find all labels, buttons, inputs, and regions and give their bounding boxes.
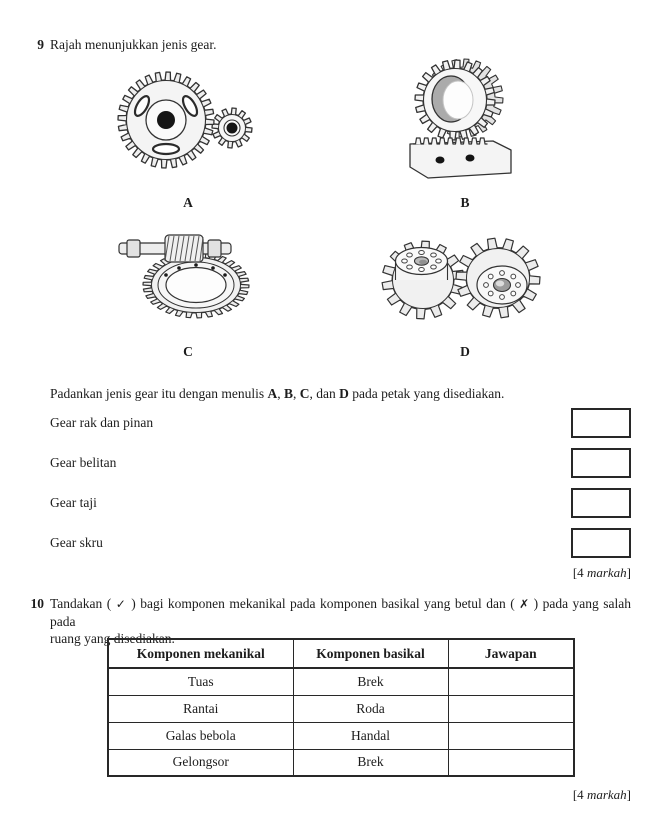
header-komponen-basikal: Komponen basikal <box>293 639 448 668</box>
answer-box-gear-belitan[interactable] <box>571 448 631 478</box>
left-helical-gear <box>382 241 464 319</box>
header-jawapan: Jawapan <box>448 639 574 668</box>
q10-prompt-line1 <box>50 595 631 630</box>
prompt-segment: Tandakan ( <box>50 596 116 611</box>
jawapan-cell-4[interactable] <box>448 749 574 776</box>
table-row <box>108 722 574 749</box>
pinion-spur-gear <box>212 108 252 148</box>
right-helical-gear <box>456 238 540 318</box>
question-9-number: 9 <box>37 37 44 52</box>
jawapan-cell-1[interactable] <box>448 668 574 695</box>
match-item-row <box>50 528 631 558</box>
pinion-gear <box>415 59 503 140</box>
question-9-header <box>28 36 216 53</box>
basikal-cell: Brek <box>293 668 448 695</box>
prompt-segment: ) bagi komponen mekanikal pada komponen basikal yang betul dan ( <box>126 596 520 611</box>
rack-bar <box>410 138 511 178</box>
match-item-row <box>50 488 631 518</box>
basikal-cell: Handal <box>293 722 448 749</box>
prompt-segment: ) pada yang salah pada <box>50 596 631 629</box>
marks-word: markah <box>586 787 627 802</box>
item-label-gear-belitan: Gear belitan <box>50 455 117 470</box>
q10-table <box>107 638 575 777</box>
question-10-number: 10 <box>30 596 44 611</box>
gear-letter-d: D <box>339 386 349 401</box>
q10-marks <box>573 787 631 803</box>
table-row <box>108 749 574 776</box>
large-spur-gear <box>118 72 214 168</box>
spur-gears-diagram <box>113 62 253 174</box>
match-item-row <box>50 448 631 478</box>
figure-label-d: D <box>460 344 470 359</box>
q9-marks <box>573 565 631 581</box>
marks-close: ] <box>626 565 631 580</box>
gear-letter-a: A <box>267 386 278 401</box>
answer-box-gear-taji[interactable] <box>571 488 631 518</box>
instruction-segment: , <box>292 386 300 401</box>
q10-prompt-line2: ruang yang disediakan. <box>50 631 175 646</box>
check-mark-glyph: ✓ <box>115 597 127 611</box>
instruction-segment: pada petak yang disediakan. <box>348 386 505 401</box>
jawapan-cell-3[interactable] <box>448 722 574 749</box>
answer-box-gear-rak-dan-pinan[interactable] <box>571 408 631 438</box>
answer-box-gear-skru[interactable] <box>571 528 631 558</box>
instruction-segment: Padankan jenis gear itu dengan menulis <box>50 386 268 401</box>
worm-gear-diagram <box>113 230 255 325</box>
item-label-gear-taji: Gear taji <box>50 495 97 510</box>
marks-open: [4 <box>572 787 587 802</box>
header-komponen-mekanikal: Komponen mekanikal <box>108 639 293 668</box>
figure-label-c: C <box>183 344 193 359</box>
mekanikal-cell: Rantai <box>108 695 293 722</box>
marks-word: markah <box>586 565 627 580</box>
question-9-prompt: Rajah menunjukkan jenis gear. <box>50 37 217 52</box>
instruction-segment: , dan <box>309 386 340 401</box>
gear-letter-b: B <box>283 386 293 401</box>
mekanikal-cell: Galas bebola <box>108 722 293 749</box>
rack-and-pinion-diagram <box>400 54 520 186</box>
cross-mark-glyph: ✗ <box>519 597 530 611</box>
figure-label-b: B <box>460 195 470 210</box>
basikal-cell: Brek <box>293 749 448 776</box>
marks-close: ] <box>626 787 631 802</box>
table-row <box>108 695 574 722</box>
table-header-row <box>108 639 574 668</box>
match-instruction <box>50 386 504 402</box>
mekanikal-cell: Tuas <box>108 668 293 695</box>
helical-gears-diagram <box>376 228 548 324</box>
instruction-segment: , <box>277 386 284 401</box>
basikal-cell: Roda <box>293 695 448 722</box>
jawapan-cell-2[interactable] <box>448 695 574 722</box>
gear-letter-c: C <box>299 386 310 401</box>
marks-open: [4 <box>572 565 587 580</box>
table-row <box>108 668 574 695</box>
item-label-gear-rak-dan-pinan: Gear rak dan pinan <box>50 415 154 430</box>
mekanikal-cell: Gelongsor <box>108 749 293 776</box>
match-item-row <box>50 408 631 438</box>
item-label-gear-skru: Gear skru <box>50 535 103 550</box>
figure-label-a: A <box>183 195 193 210</box>
